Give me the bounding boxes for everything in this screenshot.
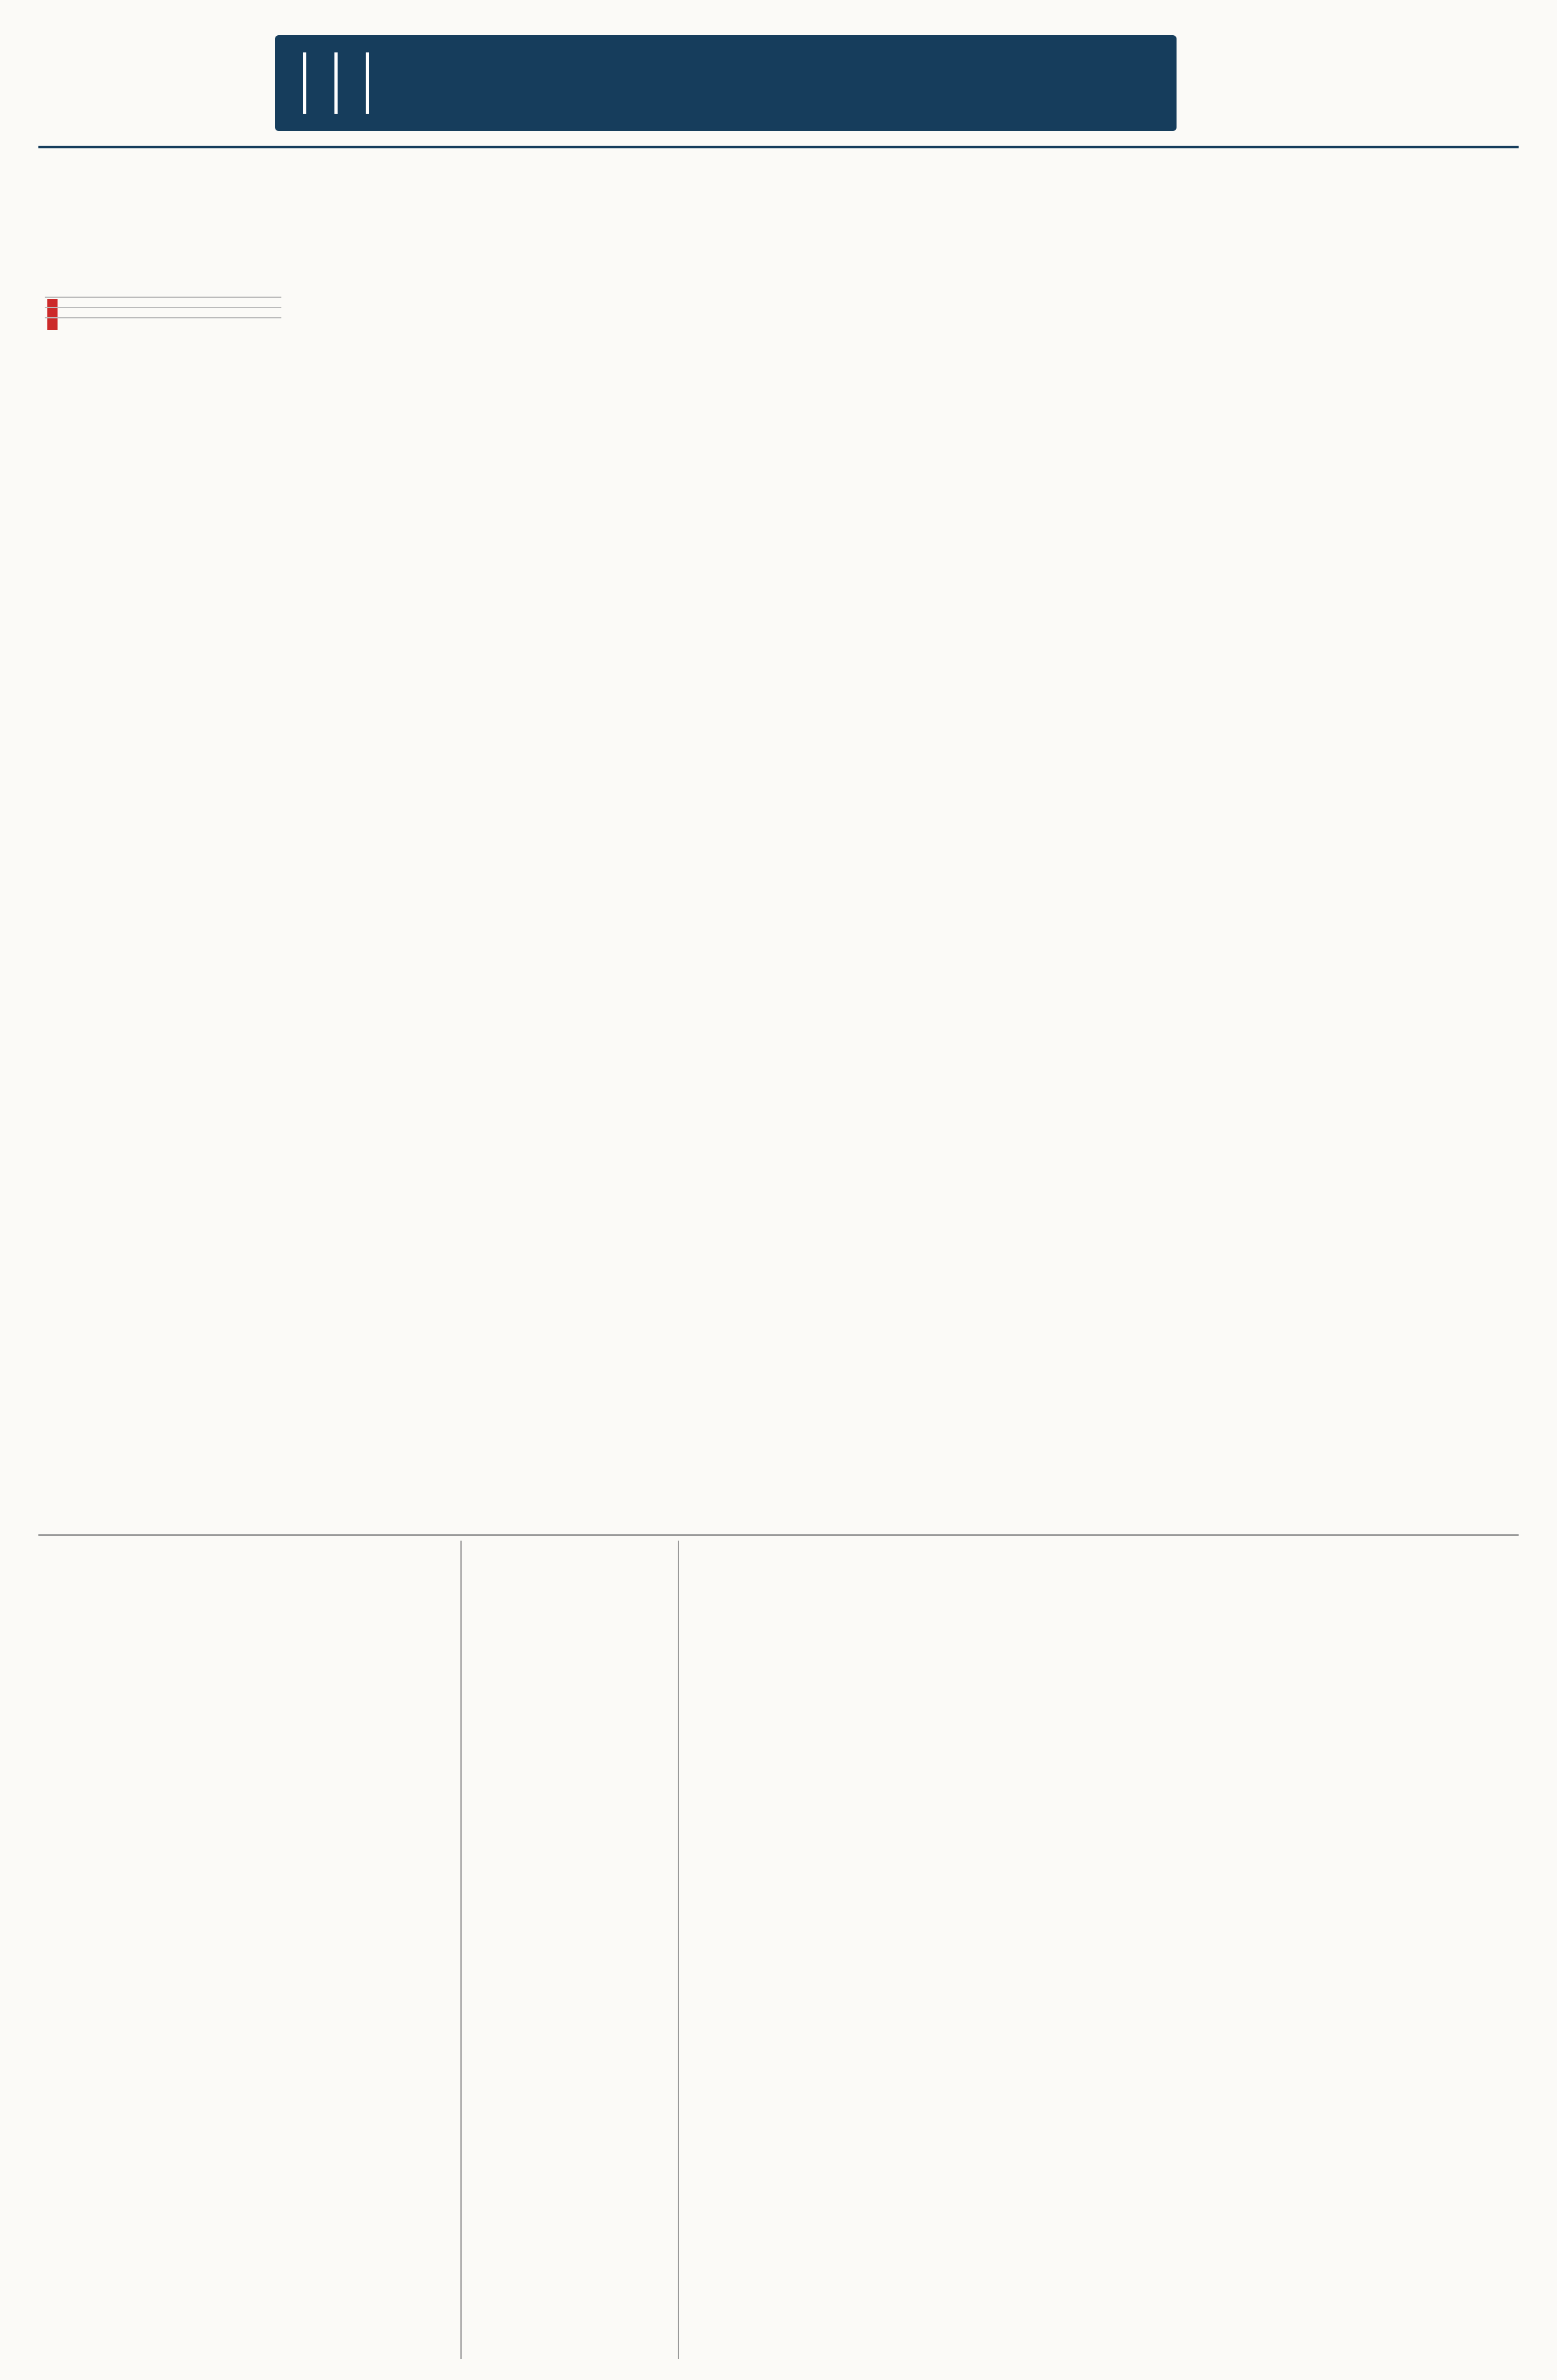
- story2-body: [45, 1812, 454, 1940]
- story3-body: [45, 2199, 454, 2365]
- story6-body: [691, 1892, 1519, 2365]
- story5-body: [470, 2081, 668, 2362]
- story4-body: [470, 1611, 668, 1854]
- column-divider: [460, 1541, 462, 2359]
- section-divider: [38, 1534, 1519, 1536]
- column-divider: [678, 1541, 679, 2359]
